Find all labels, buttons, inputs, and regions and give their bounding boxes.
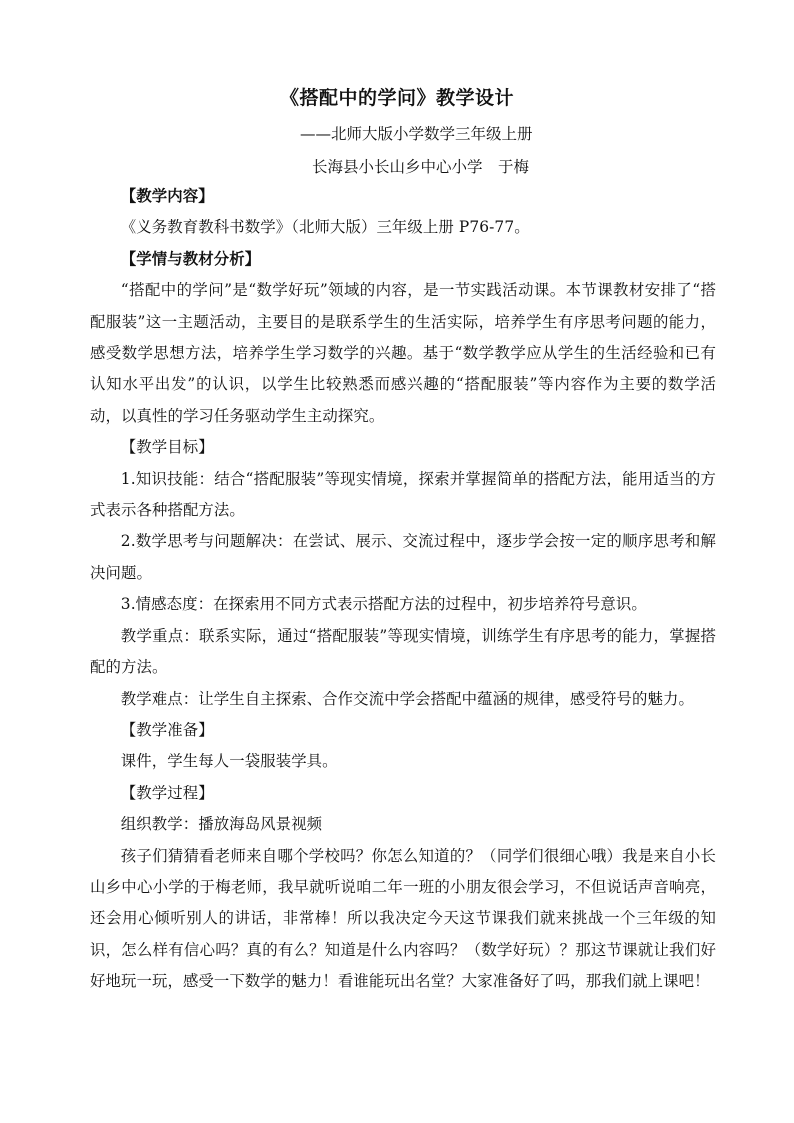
key-point-paragraph: 教学重点：联系实际，通过“搭配服装”等现实情境，训练学生有序思考的能力，掌握搭配的方法。 (90, 626, 716, 677)
section-heading-process: 【教学过程】 (120, 783, 214, 802)
section-heading-preparation: 【教学准备】 (120, 720, 214, 739)
section-heading-analysis: 【学情与教材分析】 (120, 249, 261, 268)
document-subtitle: ——北师大版小学数学三年级上册 (300, 125, 533, 143)
content-paragraph: 《义务教育教科书数学》（北师大版）三年级上册 P76-77。 (120, 218, 530, 237)
goal-paragraph-2: 2.数学思考与问题解决：在尝试、展示、交流过程中，逐步学会按一定的顺序思考和解决问题。 (90, 532, 716, 582)
document-author: 长海县小长山乡中心小学 于梅 (312, 158, 530, 176)
process-paragraph: 孩子们猜猜看老师来自哪个学校吗？你怎么知道的？（同学们很细心哦）我是来自小长山乡中心小学的于梅老师，我早就听说咱二年一班的小朋友很会学习，不但说话声音响亮，还会用心倾听别人的讲话，非常棒！所以我决定今天这节课我们就来挑战一个三年级的知识，怎么样有信心吗？真的有么？知道是什么内容吗？（数学好玩）？那这节课就让我们好好地玩一玩，感受一下数学的魅力！看谁能玩出名堂？大家准备好了吗，那我们就上课吧！ (90, 846, 716, 991)
goal-paragraph-1: 1.知识技能：结合“搭配服装”等现实情境，探索并掌握简单的搭配方法，能用适当的方式表示各种搭配方法。 (90, 469, 716, 520)
section-heading-goals: 【教学目标】 (120, 438, 214, 457)
analysis-paragraph: “搭配中的学问”是“数学好玩”领域的内容，是一节实践活动课。本节课教材安排了“搭配服装”这一主题活动，主要目的是联系学生的生活实际，培养学生有序思考问题的能力，感受数学思想方法，培养学生学习数学的兴趣。基于“数学教学应从学生的生活经验和已有认知水平出发”的认识，以学生比较熟悉而感兴趣的“搭配服装”等内容作为主要的数学活动，以真性的学习任务驱动学生主动探究。 (90, 281, 716, 425)
preparation-paragraph: 课件，学生每人一袋服装学具。 (120, 752, 338, 771)
difficulty-paragraph: 教学难点：让学生自主探索、合作交流中学会搭配中蕴涵的规律，感受符号的魅力。 (120, 689, 694, 708)
document-body (90, 181, 716, 998)
section-heading-content: 【教学内容】 (120, 187, 214, 205)
document-title: 《搭配中的学问》教学设计 (279, 87, 514, 109)
process-intro-paragraph: 组织教学：播放海岛风景视频 (120, 815, 323, 834)
goal-paragraph-3: 3.情感态度：在探索用不同方式表示搭配方法的过程中，初步培养符号意识。 (120, 595, 647, 614)
